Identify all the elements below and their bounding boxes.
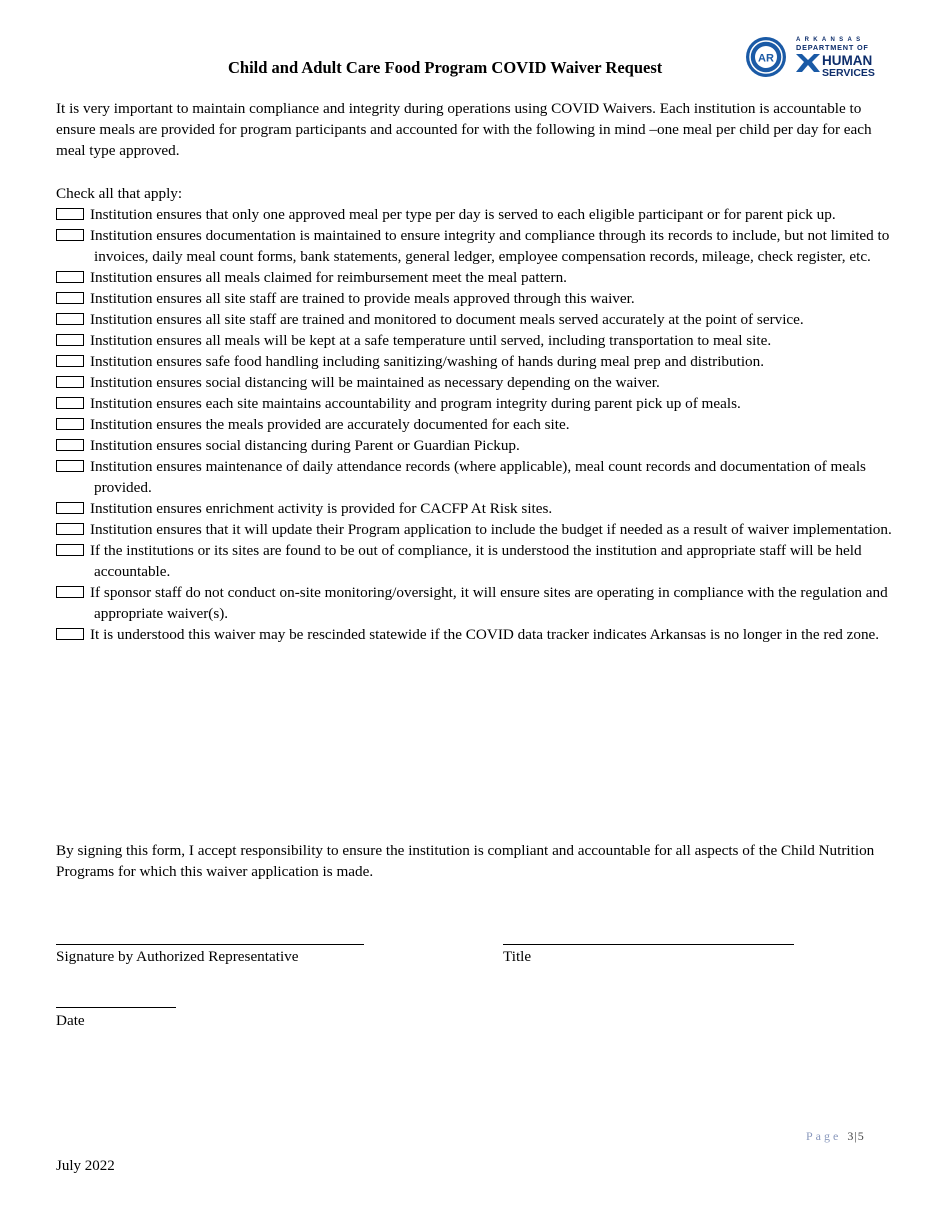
checklist-item-text: Institution ensures all meals will be kept at a safe temperature until served, including transportation to meal site. xyxy=(90,332,772,349)
checklist-item xyxy=(56,498,906,519)
logo-star-icon xyxy=(796,54,820,72)
dhs-logo xyxy=(744,34,889,80)
page-word: Page xyxy=(806,1129,842,1143)
checklist-item-text: Institution ensures all site staff are trained and monitored to document meals served accurately at the point of service. xyxy=(90,311,804,328)
checkbox[interactable] xyxy=(56,544,84,556)
checklist xyxy=(56,204,906,645)
checklist-item xyxy=(56,435,906,456)
title-line[interactable] xyxy=(503,944,794,945)
checkbox[interactable] xyxy=(56,376,84,388)
checkbox[interactable] xyxy=(56,229,84,241)
checklist-item-text: Institution ensures all site staff are trained to provide meals approved through this waiver. xyxy=(90,290,635,307)
checklist-item-text: Institution ensures all meals claimed for reimbursement meet the meal pattern. xyxy=(90,269,567,286)
checklist-item xyxy=(56,267,906,288)
page-sep: | xyxy=(854,1129,858,1143)
checkbox[interactable] xyxy=(56,439,84,451)
checkbox[interactable] xyxy=(56,397,84,409)
checkbox[interactable] xyxy=(56,313,84,325)
checklist-item-text: Institution ensures each site maintains accountability and program integrity during parent pick up of meals. xyxy=(90,395,741,412)
checklist-item xyxy=(56,372,906,393)
checklist-item xyxy=(56,393,906,414)
logo-line-1: ARKANSAS xyxy=(796,37,865,43)
page-title: Child and Adult Care Food Program COVID Waiver Request xyxy=(228,58,663,77)
checklist-item-text: Institution ensures that only one approved meal per type per day is served to each eligible participant or for parent pick up. xyxy=(90,206,836,223)
checkbox[interactable] xyxy=(56,208,84,220)
checklist-item xyxy=(56,204,906,225)
date-label: Date xyxy=(56,1012,85,1029)
checklist-item-text: Institution ensures the meals provided are accurately documented for each site. xyxy=(90,416,570,433)
checklist-item xyxy=(56,330,906,351)
checkbox[interactable] xyxy=(56,586,84,598)
checklist-item xyxy=(56,225,906,267)
checklist-item xyxy=(56,519,906,540)
checklist-item xyxy=(56,624,906,645)
checklist-item-text: If sponsor staff do not conduct on-site monitoring/oversight, it will ensure sites are operating in compliance with the regulation and appropriate waiver(s). xyxy=(90,584,888,622)
checkbox[interactable] xyxy=(56,292,84,304)
logo-line-2: DEPARTMENT OF xyxy=(796,43,869,52)
checklist-item-text: Institution ensures safe food handling including sanitizing/washing of hands during meal prep and distribution. xyxy=(90,353,765,370)
checkbox[interactable] xyxy=(56,355,84,367)
checklist-item-text: Institution ensures enrichment activity is provided for CACFP At Risk sites. xyxy=(90,500,553,517)
logo-line-3: HUMAN xyxy=(822,53,873,68)
checklist-item-text: Institution ensures maintenance of daily attendance records (where applicable), meal count records and documentation of meals provided. xyxy=(90,458,866,496)
checklist-item xyxy=(56,288,906,309)
checklist-item-text: It is understood this waiver may be rescinded statewide if the COVID data tracker indicates Arkansas is no longer in the red zone. xyxy=(90,626,880,643)
checklist-item-text: Institution ensures social distancing during Parent or Guardian Pickup. xyxy=(90,437,520,454)
checkbox[interactable] xyxy=(56,334,84,346)
logo-line-4: SERVICES xyxy=(822,67,875,79)
title-label: Title xyxy=(503,948,532,965)
check-all-label: Check all that apply: xyxy=(56,185,183,202)
checklist-item xyxy=(56,414,906,435)
checklist-item-text: Institution ensures social distancing will be maintained as necessary depending on the waiver. xyxy=(90,374,660,391)
checklist-item-text: If the institutions or its sites are found to be out of compliance, it is understood the institution and appropriate staff will be held accountable. xyxy=(90,542,862,580)
checklist-item xyxy=(56,456,906,498)
signature-label: Signature by Authorized Representative xyxy=(56,948,299,965)
closing-paragraph: By signing this form, I accept responsibility to ensure the institution is compliant and accountable for all aspects of the Child Nutrition Programs for which this waiver application is made. xyxy=(56,842,875,880)
checkbox[interactable] xyxy=(56,628,84,640)
checklist-item xyxy=(56,309,906,330)
checklist-item-text: Institution ensures documentation is maintained to ensure integrity and compliance through its records to include, but not limited to invoices, daily meal count forms, bank statements, general ledger, employee compensation records, mileage, check register, etc. xyxy=(90,227,890,265)
checklist-item-text: Institution ensures that it will update their Program application to include the budget if needed as a result of waiver implementation. xyxy=(90,521,892,538)
page-total: 5 xyxy=(857,1129,865,1143)
intro-paragraph: It is very important to maintain compliance and integrity during operations using COVID Waivers. Each institution is accountable to ensure meals are provided for program participants and accounted for with the following in mind –one meal per child per day for each meal type approved. xyxy=(56,100,872,159)
checklist-item xyxy=(56,351,906,372)
checkbox[interactable] xyxy=(56,418,84,430)
checklist-item xyxy=(56,582,906,624)
date-line[interactable] xyxy=(56,1007,176,1008)
page-number xyxy=(806,1126,865,1147)
checkbox[interactable] xyxy=(56,271,84,283)
checkbox[interactable] xyxy=(56,502,84,514)
page-current: 3 xyxy=(847,1129,855,1143)
logo-seal-text: AR xyxy=(758,52,774,65)
checklist-item xyxy=(56,540,906,582)
signature-line[interactable] xyxy=(56,944,364,945)
footer-date: July 2022 xyxy=(56,1158,115,1174)
checkbox[interactable] xyxy=(56,523,84,535)
checkbox[interactable] xyxy=(56,460,84,472)
